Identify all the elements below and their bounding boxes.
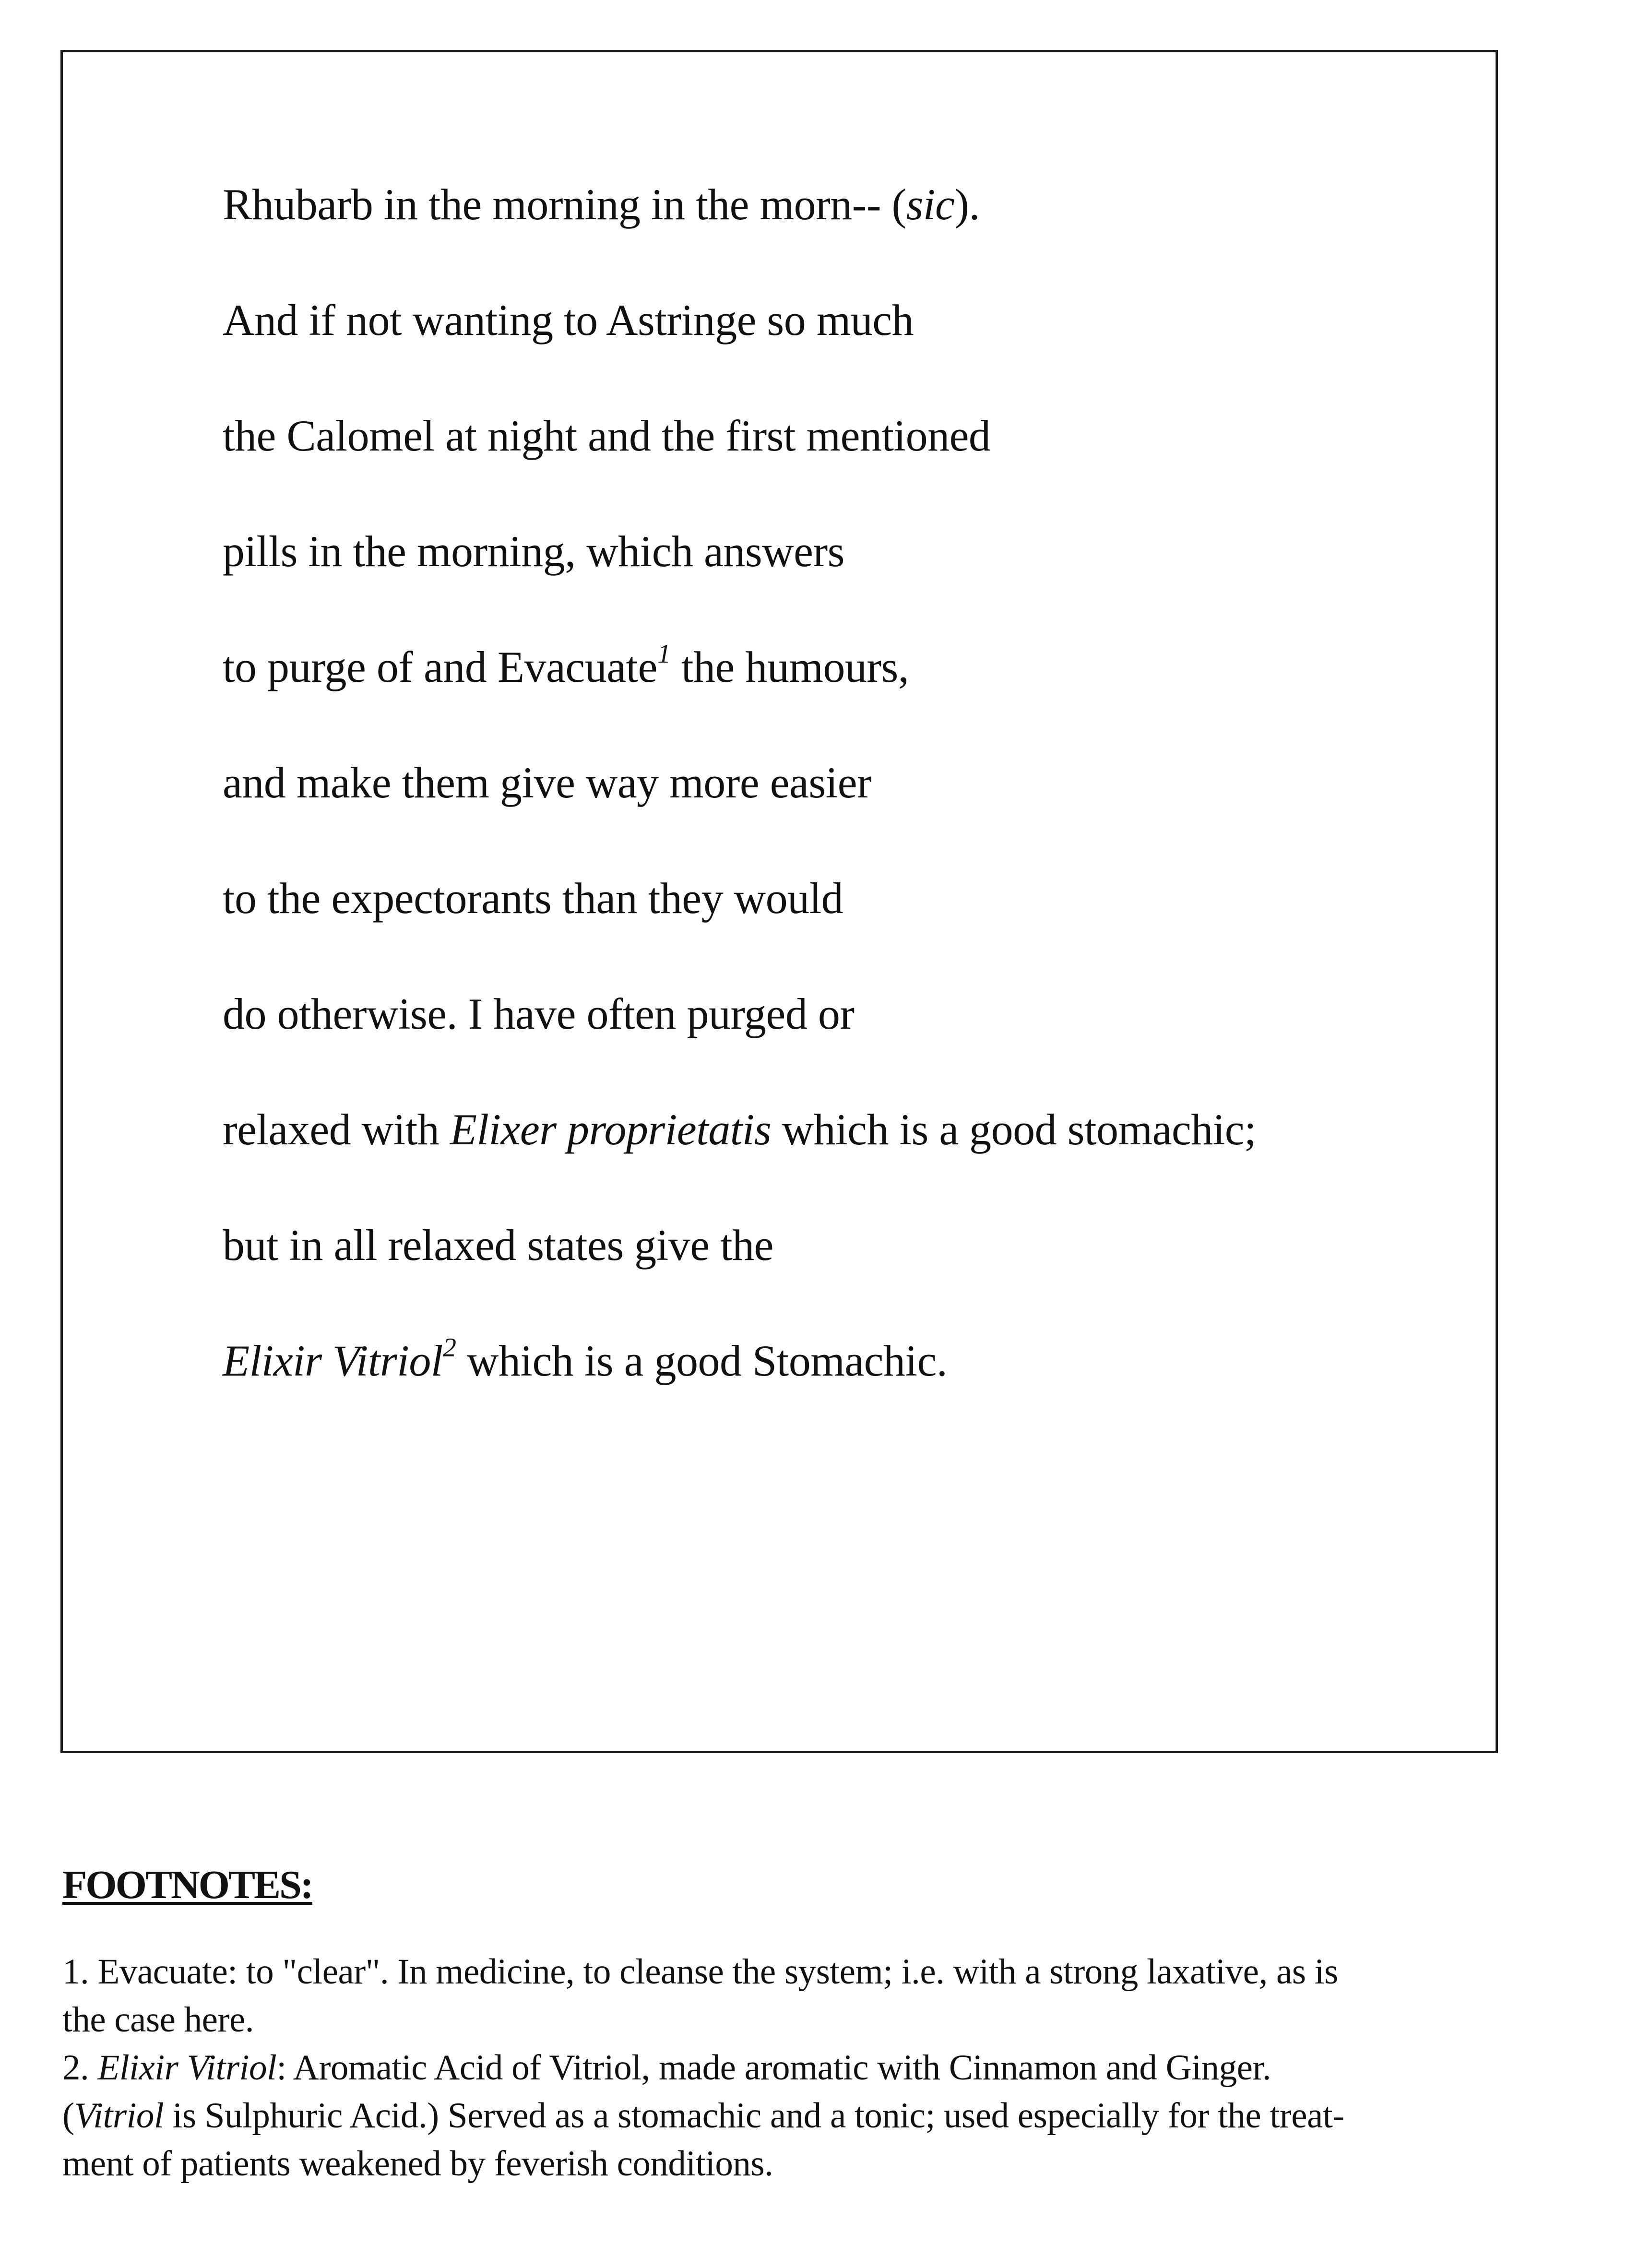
footnotes-heading: FOOTNOTES: xyxy=(62,1863,312,1907)
text-segment: to purge of and Evacuate xyxy=(223,642,657,691)
transcript-line-9 xyxy=(223,1103,1256,1156)
transcript-line-1 xyxy=(223,178,980,231)
text-segment: the humours, xyxy=(670,642,909,691)
transcript-line-3: the Calomel at night and the first mentioned xyxy=(223,411,991,460)
text-segment: Rhubarb in the morning in the morn-- ( xyxy=(223,180,906,229)
footnote-term-italic: Elixir Vitriol xyxy=(97,2048,277,2088)
text-segment: is Sulphuric Acid.) Served as a stomachic and a tonic; used especially for the treat- xyxy=(164,2096,1344,2136)
text-segment: ). xyxy=(954,180,980,229)
transcript-line-5 xyxy=(223,641,909,693)
footnote-number: 2. xyxy=(62,2048,98,2088)
transcript-line-8: do otherwise. I have often purged or xyxy=(223,989,855,1038)
footnote-1-line-1: 1. Evacuate: to "clear". In medicine, to cleanse the system; i.e. with a strong laxative, as is xyxy=(62,1952,1338,1992)
footnote-2-line-1 xyxy=(62,2044,1271,2092)
text-segment: relaxed with xyxy=(223,1105,450,1154)
transcript-line-4: pills in the morning, which answers xyxy=(223,527,844,576)
text-segment: which is a good stomachic; xyxy=(771,1105,1257,1154)
sic-italic: sic xyxy=(906,180,955,229)
text-segment: : Aromatic Acid of Vitriol, made aromatic with Cinnamon and Ginger. xyxy=(276,2048,1271,2088)
text-segment: ( xyxy=(62,2096,74,2136)
footnote-term-italic: Vitriol xyxy=(74,2096,164,2136)
footnote-2-line-2 xyxy=(62,2092,1344,2140)
transcript-box xyxy=(60,50,1498,1753)
footnote-1-line-2: the case here. xyxy=(62,2000,254,2040)
transcript-line-10: but in all relaxed states give the xyxy=(223,1221,773,1270)
transcript-line-2: And if not wanting to Astringe so much xyxy=(223,296,914,344)
transcript-line-11 xyxy=(223,1334,947,1387)
latin-term-italic: Elixir Vitriol xyxy=(223,1336,443,1385)
footnote-ref-2: 2 xyxy=(442,1333,456,1363)
text-segment: which is a good Stomachic. xyxy=(456,1336,948,1385)
latin-term-italic: Elixer proprietatis xyxy=(450,1105,772,1154)
footnote-2-line-3: ment of patients weakened by feverish conditions. xyxy=(62,2144,773,2184)
transcript-line-6: and make them give way more easier xyxy=(223,758,872,807)
footnote-ref-1: 1 xyxy=(657,639,671,669)
transcript-line-7: to the expectorants than they would xyxy=(223,874,843,923)
